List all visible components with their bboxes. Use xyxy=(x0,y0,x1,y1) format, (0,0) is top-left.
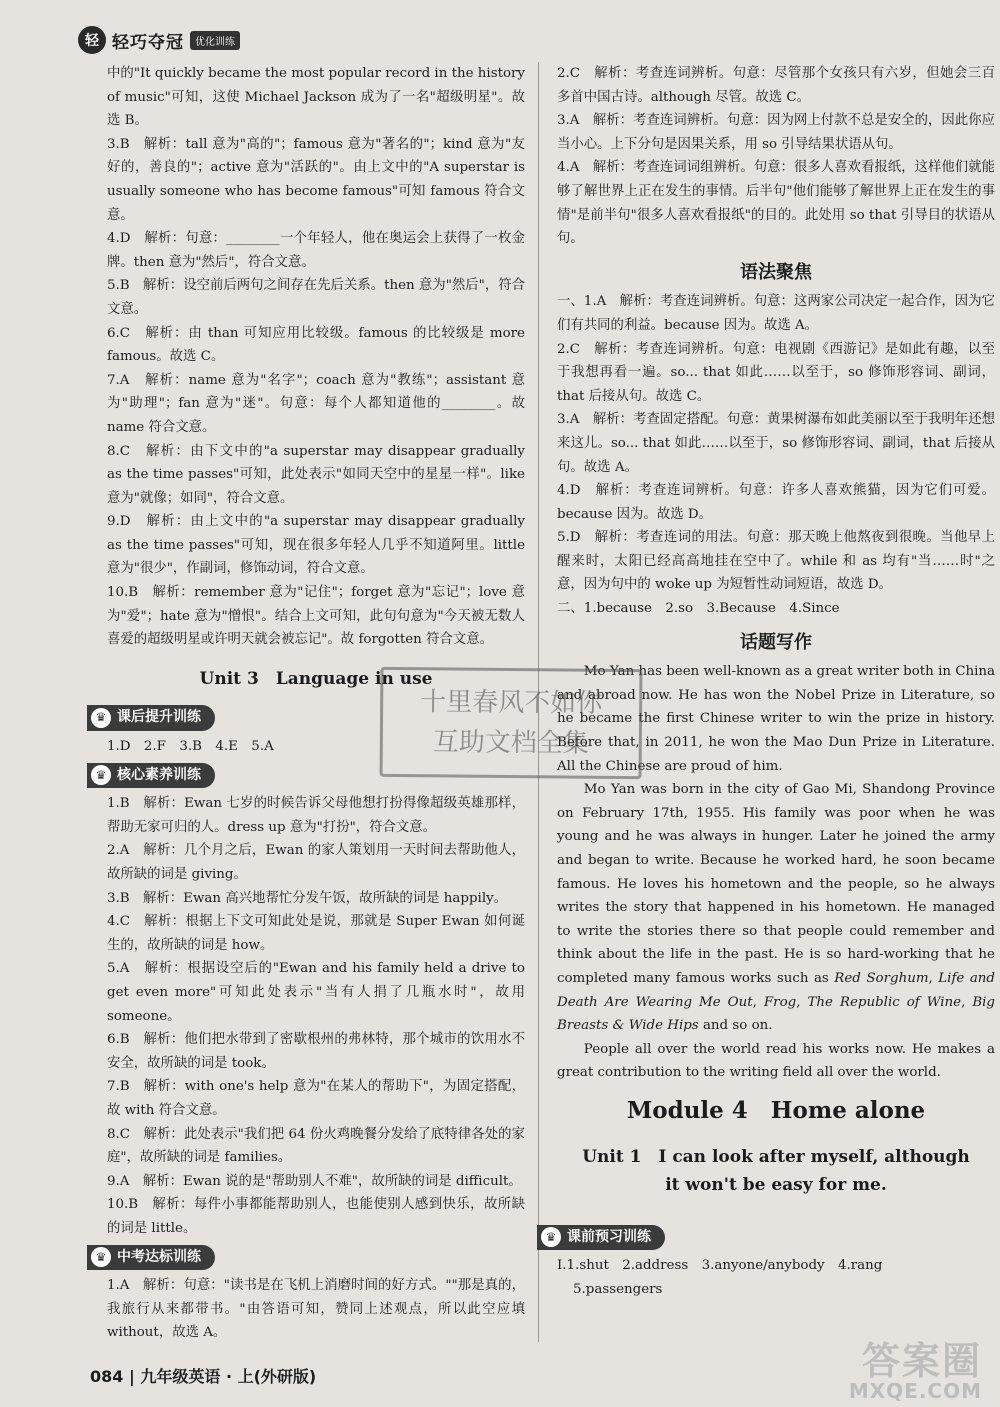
answer-item: 6.C 解析：由 than 可知应用比较级。famous 的比较级是 more famous。故选 C。 xyxy=(107,325,525,365)
answer-item: 4.D 解析：句意：________一个年轻人，他在奥运会上获得了一枚金牌。then 意为"然后"，符合文意。 xyxy=(107,231,525,270)
banner-label: 课前预习训练 xyxy=(567,1228,651,1245)
answer-item: 3.B 解析：tall 意为"高的"；famous 意为"著名的"；kind 意为"友好的，善良的"；active 意为"活跃的"。由上文中的"A superstar is usually someone who has become famous"可知 famous 符合文意。 xyxy=(107,136,525,223)
watermark xyxy=(849,1330,982,1403)
work-title: Big Breasts & Wide Hips xyxy=(557,994,996,1034)
answer-item: 10.B 解析：每件小事都能帮助别人，也能使别人感到快乐，故所缺的词是 little。 xyxy=(107,1197,525,1236)
essay-paragraph: Mo Yan has been well-known as a great writer both in China and abroad now. He has won the Nobel Prize in Literature, so he became the first Chinese writer to win the prize in history. Before that, in 2011, he won the Mao Dun Prize in Literature. All the Chinese are proud of him. xyxy=(557,664,995,774)
answer-item: 一、1.A 解析：考查连词辨析。句意：这两家公司决定一起合作，因为它们有共同的利益。because 因为。故选 A。 xyxy=(557,294,995,333)
grammar-section-title: 语法聚焦 xyxy=(740,261,812,283)
unit3-title: Unit 3 Language in use xyxy=(199,668,433,689)
banner-label: 中考达标训练 xyxy=(117,1248,201,1265)
watermark-line: 答案圈 xyxy=(861,1339,982,1383)
answer-item: 8.C 解析：此处表示"我们把 64 份火鸡晚餐分发给了底特律各处的家庭"，故所缺的词是 families。 xyxy=(107,1126,525,1166)
answer-line: 5.passengers xyxy=(573,1281,663,1297)
answer-item: 3.B 解析：Ewan 高兴地帮忙分发午饭，故所缺的词是 happily。 xyxy=(107,890,508,906)
work-title: The Republic of Wine xyxy=(807,994,962,1010)
work-title: Life and Death Are Wearing Me Out xyxy=(557,970,996,1010)
answer-item: 6.B 解析：他们把水带到了密歇根州的弗林特，那个城市的饮用水不安全，故所缺的词是 took。 xyxy=(107,1032,525,1071)
brand-logo-icon: 轻 xyxy=(78,26,106,54)
unit1-title xyxy=(557,1143,995,1199)
brand-subtitle: 优化训练 xyxy=(190,31,240,50)
intro-paragraph: 中的"It quickly became the most popular record in the history of music"可知，这使 Michael Jackson 成为了一名"超级明星"。故选 B。 xyxy=(107,66,525,129)
module-title: Module 4 Home alone xyxy=(626,1096,926,1124)
crown-icon: ♛ xyxy=(91,765,111,785)
essay-text: Mo Yan was born in the city of Gao Mi, Shandong Province on February 17th, 1955. His family was poor when he was young and he was always in hunger. Later he joined the army and began to write. Because he worked hard, he soon became famous. He loves his hometown and the people, so he always writes the story that happened in his hometown. He managed to write the stories there so that people could remember and think about the life in the past. He is so hard-working that he completed many famous works such as xyxy=(557,782,995,986)
stamp-overlay xyxy=(380,667,643,779)
section-banner-exam xyxy=(87,1245,215,1271)
answer-item: 1.B 解析：Ewan 七岁的时候告诉父母他想打扮得像超级英雄那样，帮助无家可归的人。dress up 意为"打扮"，符合文意。 xyxy=(107,796,525,835)
stamp-line: 十里春风不如你 xyxy=(420,687,603,719)
unit1-title-line: it won't be easy for me. xyxy=(665,1174,887,1195)
banner-label: 核心素养训练 xyxy=(117,766,201,783)
answer-item: 4.D 解析：考查连词辨析。句意：许多人喜欢熊猫，因为它们可爱。because 因为。故选 D。 xyxy=(557,483,995,522)
essay-paragraph: People all over the world read his works now. He makes a great contribution to the writing field all over the world. xyxy=(557,1041,995,1081)
answer-item: 7.A 解析：name 意为"名字"；coach 意为"教练"；assistant 意为"助理"；fan 意为"迷"。句意：每个人都知道他的________。故 name 符合文意。 xyxy=(107,372,525,435)
answer-item: 5.D 解析：考查连词的用法。句意：那天晚上他熬夜到很晚。当他早上醒来时，太阳已经高高地挂在空中了。while 和 as 均有"当……时"之意，因为句中的 woke up 为短暂性动词短语，故选 D。 xyxy=(557,530,995,593)
section-banner-core xyxy=(87,763,215,789)
writing-section-title: 话题写作 xyxy=(740,631,812,653)
unit1-title-line: Unit 1 I can look after myself, although xyxy=(582,1146,970,1167)
answer-item: 1.A 解析：句意："读书是在飞机上消磨时间的好方式。""那是真的，我旅行从来都带书。"由答语可知，赞同上述观点，所以此空应填 without，故选 A。 xyxy=(107,1278,525,1341)
answer-item: 7.B 解析：with one's help 意为"在某人的帮助下"，为固定搭配，故 with 符合文意。 xyxy=(107,1079,525,1118)
answer-item: 4.C 解析：根据上下文可知此处是说，那就是 Super Ewan 如何诞生的，故所缺的词是 how。 xyxy=(107,914,525,953)
answer-line: Ⅰ.1.shut 2.address 3.anyone/anybody 4.rang xyxy=(557,1258,883,1274)
answer-line: 1.D 2.F 3.B 4.E 5.A xyxy=(107,739,274,755)
section-banner-preview xyxy=(537,1225,665,1251)
answer-item: 2.C 解析：考查连词辨析。句意：电视剧《西游记》是如此有趣，以至于我想再看一遍。so... that 如此……以至于，so 修饰形容词、副词，that 后接从句。故选 C。 xyxy=(557,341,995,404)
answer-item: 8.C 解析：由下文中的"a superstar may disappear gradually as the time passes"可知，此处表示"如同天空中的星星一样"。like 意为"就像；如同"，符合文意。 xyxy=(107,443,525,506)
answer-item: 9.A 解析：Ewan 说的是"帮助别人不难"，故所缺的词是 difficult。 xyxy=(107,1173,522,1189)
brand-name: 轻巧夺冠 xyxy=(112,32,184,53)
crown-icon: ♛ xyxy=(91,1247,111,1267)
answer-item: 10.B 解析：remember 意为"记住"；forget 意为"忘记"；love 意为"爱"；hate 意为"憎恨"。结合上文可知，此句句意为"今天被无数人喜爱的超级明星或许明天就会被忘记"。故 forgotten 符合文意。 xyxy=(107,585,525,648)
work-title: Red Sorghum xyxy=(834,970,929,986)
essay-paragraph: Mo Yan was born in the city of Gao Mi, Shandong Province on February 17th, 1955. His family was poor when he was young and he was always in hunger. Later he joined the army and began to write. Because he worked hard, he soon became famous. He loves his hometown and the people, so he always writes the story that happened in his hometown. He managed to write the stories there so that people could remember and think about the life in the past. He is so hard-working that he completed many famous works such as Red Sorghum, Life and Death Are Wearing Me Out, Frog, The Republic of Wine, Big Breasts & Wide Hips and so on. xyxy=(557,782,996,1034)
answer-item: 4.A 解析：考查连词词组辨析。句意：很多人喜欢看报纸，这样他们就能够了解世界上正在发生的事情。后半句"他们能够了解世界上正在发生的事情"是前半句"很多人喜欢看报纸"的目的。此处用 so that 引导目的状语从句。 xyxy=(557,160,995,247)
essay-text: and so on. xyxy=(698,1018,773,1034)
banner-label: 课后提升训练 xyxy=(117,709,201,726)
answer-item: 3.A 解析：考查固定搭配。句意：黄果树瀑布如此美丽以至于我明年还想来这儿。so... that 如此……以至于，so 修饰形容词、副词，that 后接从句。故选 A。 xyxy=(557,412,995,475)
answer-item: 2.A 解析：几个月之后，Ewan 的家人策划用一天时间去帮助他人，故所缺的词是 giving。 xyxy=(107,843,525,882)
answer-line: 二、1.because 2.so 3.Because 4.Since xyxy=(557,601,840,617)
answer-item: 9.D 解析：由上文中的"a superstar may disappear gradually as the time passes"可知，现在很多年轻人几乎不知道阿里。little 意为"很少"，作副词，修饰动词，符合文意。 xyxy=(107,514,525,577)
page-footer: 084 | 九年级英语 · 上(外研版) xyxy=(90,1367,317,1386)
crown-icon: ♛ xyxy=(541,1227,561,1247)
watermark-line: MXQE.COM xyxy=(848,1379,982,1403)
page-header xyxy=(78,25,240,55)
answer-item: 5.B 解析：设空前后两句之间存在先后关系。then 意为"然后"，符合文意。 xyxy=(107,278,525,317)
crown-icon: ♛ xyxy=(91,708,111,728)
answer-item: 3.A 解析：考查连词辨析。句意：因为网上付款不总是安全的，因此你应当小心。上下分句是因果关系，用 so 引导结果状语从句。 xyxy=(557,113,995,152)
work-title: Frog xyxy=(763,994,797,1010)
answer-item: 5.A 解析：根据设空后的"Ewan and his family held a drive to get even more"可知此处表示"当有人捐了几瓶水时"，故用 someone。 xyxy=(107,961,525,1024)
stamp-line: 互助文档全集 xyxy=(432,727,589,759)
answer-item: 2.C 解析：考查连词辨析。句意：尽管那个女孩只有六岁，但她会三百多首中国古诗。although 尽管。故选 C。 xyxy=(557,66,995,105)
section-banner-after-class xyxy=(87,705,215,731)
